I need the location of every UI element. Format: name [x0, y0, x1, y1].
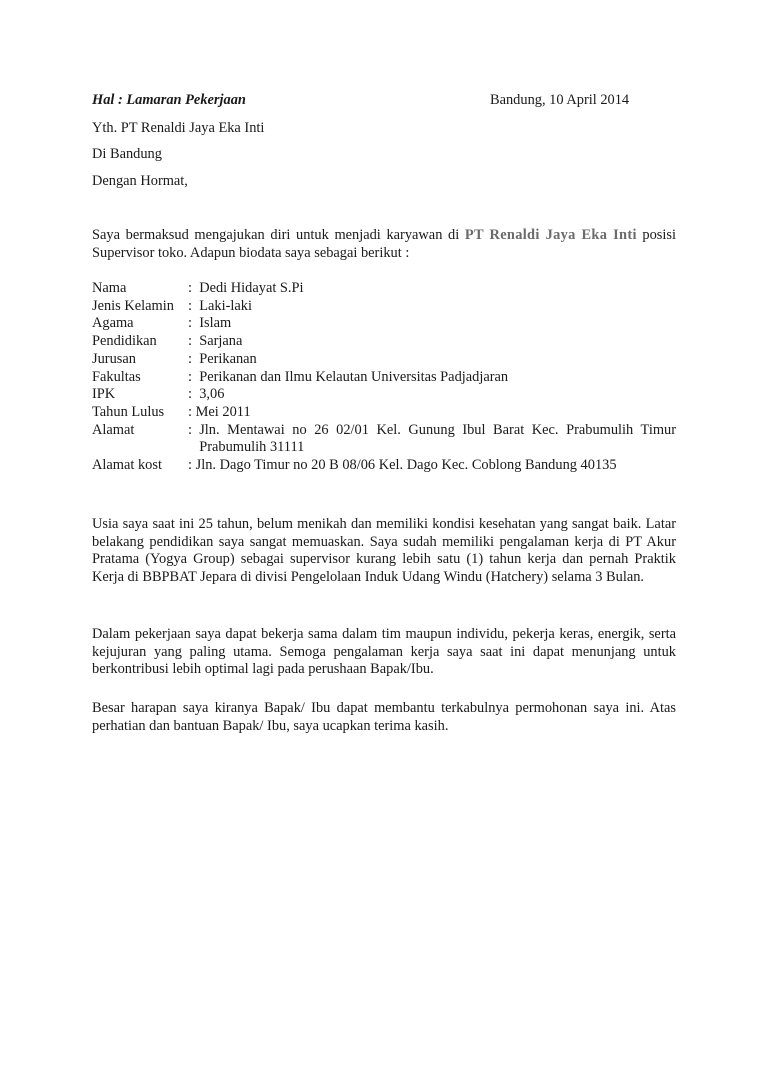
biodata-value: Perikanan	[199, 350, 257, 367]
biodata-label: Alamat kost	[92, 457, 162, 474]
biodata-separator: :	[188, 350, 200, 367]
biodata-label: IPK	[92, 386, 116, 403]
biodata-row-alamat-kost	[92, 457, 676, 475]
biodata-value: Laki-laki	[199, 297, 252, 314]
biodata-label: Jenis Kelamin	[92, 297, 174, 314]
biodata-separator: :	[188, 280, 200, 296]
biodata-value: Jln. Mentawai no 26 02/01 Kel. Gunung Ibul Barat Kec. Prabumulih Timur Prabumulih 31111	[199, 421, 676, 456]
biodata-separator: :	[188, 297, 200, 314]
biodata-label: Alamat	[92, 421, 135, 438]
biodata-row-ipk	[92, 386, 676, 404]
biodata-row-agama	[92, 315, 676, 333]
qualities-paragraph: Dalam pekerjaan saya dapat bekerja sama dalam tim maupun individu, pekerja keras, energik, serta kejujuran yang paling utama. Semoga pengalaman kerja saya saat ini dapat menunjang untuk berkontribusi lebih optimal lagi pada perushaan Bapak/Ibu.	[92, 626, 676, 678]
biodata-row-nama	[92, 280, 676, 298]
biodata-value: Mei 2011	[195, 403, 251, 420]
experience-paragraph: Usia saya saat ini 25 tahun, belum menikah dan memiliki kondisi kesehatan yang sangat baik. Latar belakang pendidikan saya sangat memuaskan. Saya sudah memiliki pengalaman kerja di PT Akur Pratama (Yogya Group) sebagai supervisor kurang lebih satu (1) tahun kerja dan pernah Praktik Kerja di BBPBAT Jepara di divisi Pengelolaan Induk Udang Windu (Hatchery) selama 3 Bulan.	[92, 516, 676, 585]
biodata-row-pendidikan	[92, 333, 676, 351]
greeting: Dengan Hormat,	[92, 173, 188, 189]
biodata-row-tahun-lulus	[92, 404, 676, 422]
biodata-row-alamat	[92, 422, 676, 457]
intro-text-start: Saya bermaksud mengajukan diri untuk menjadi karyawan di	[92, 227, 465, 243]
biodata-label: Fakultas	[92, 368, 141, 385]
biodata-list	[92, 280, 676, 475]
biodata-value: 3,06	[199, 386, 225, 403]
biodata-separator: :	[188, 457, 196, 474]
intro-text-end: posisi Supervisor toko. Adapun biodata saya sebagai berikut :	[92, 227, 676, 261]
biodata-value: Islam	[199, 315, 232, 332]
biodata-value: Sarjana	[199, 333, 243, 350]
closing-paragraph: Besar harapan saya kiranya Bapak/ Ibu dapat membantu terkabulnya permohonan saya ini. Atas perhatian dan bantuan Bapak/ Ibu, saya ucapkan terima kasih.	[92, 700, 676, 734]
recipient-name: Yth. PT Renaldi Jaya Eka Inti	[92, 120, 265, 136]
intro-paragraph	[92, 227, 676, 262]
biodata-row-jenis-kelamin	[92, 298, 676, 316]
biodata-label: Pendidikan	[92, 333, 157, 350]
place-date: Bandung, 10 April 2014	[490, 92, 630, 108]
biodata-separator: :	[188, 421, 200, 438]
biodata-value: Dedi Hidayat S.Pi	[199, 280, 304, 296]
biodata-separator: :	[188, 368, 200, 385]
subject-line: Hal : Lamaran Pekerjaan	[92, 92, 246, 108]
biodata-separator: :	[188, 315, 200, 332]
biodata-row-jurusan	[92, 351, 676, 369]
biodata-row-fakultas	[92, 369, 676, 387]
biodata-label: Tahun Lulus	[92, 403, 165, 420]
biodata-separator: :	[188, 333, 200, 350]
biodata-label: Jurusan	[92, 350, 136, 367]
biodata-value: Jln. Dago Timur no 20 B 08/06 Kel. Dago Kec. Coblong Bandung 40135	[195, 457, 617, 474]
biodata-value: Perikanan dan Ilmu Kelautan Universitas Padjadjaran	[199, 368, 509, 385]
biodata-label: Agama	[92, 315, 134, 332]
biodata-label: Nama	[92, 280, 127, 296]
recipient-location: Di Bandung	[92, 146, 162, 162]
biodata-separator: :	[188, 403, 196, 420]
biodata-separator: :	[188, 386, 200, 403]
company-name: PT Renaldi Jaya Eka Inti	[464, 227, 637, 243]
